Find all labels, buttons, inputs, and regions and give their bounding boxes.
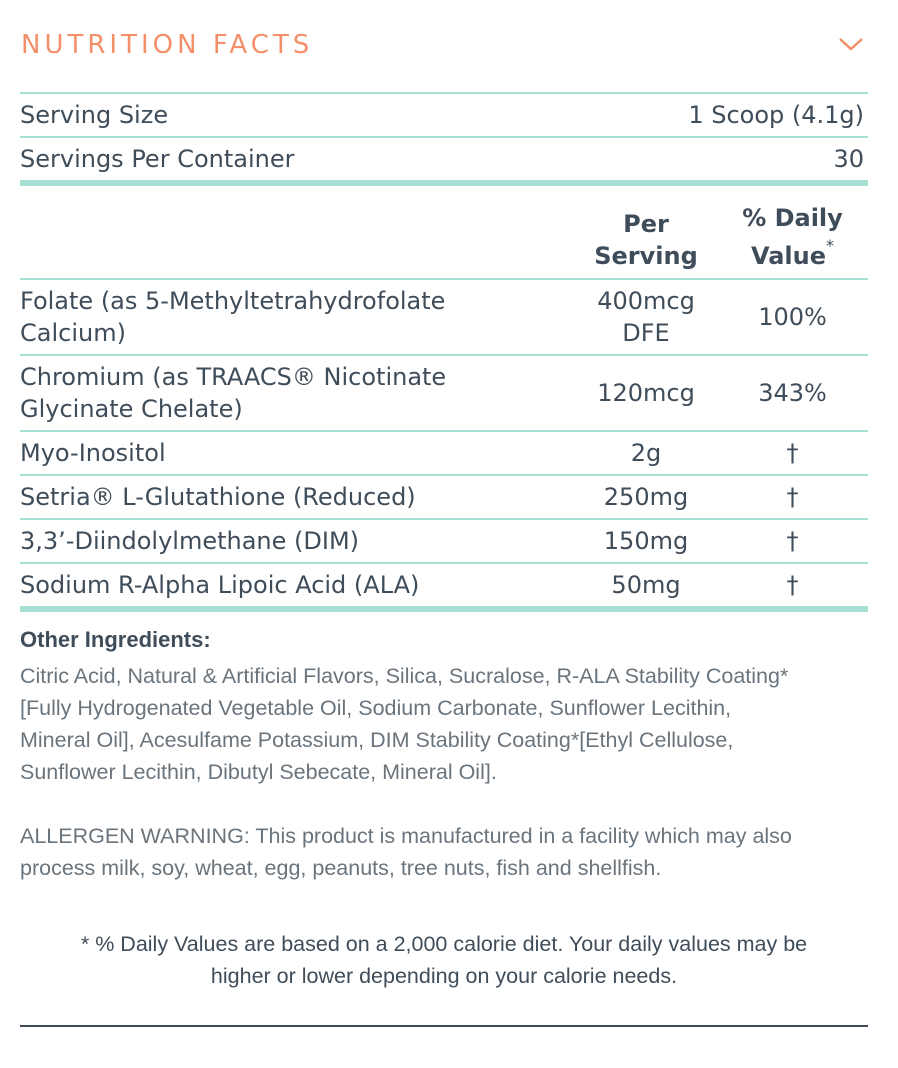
panel-header[interactable] [20,0,868,92]
daily-value: † [786,483,799,511]
other-ingredients-line: Mineral Oil], Acesulfame Potassium, DIM Stability Coating*[Ethyl Cellulose, [20,728,734,752]
amount-line: 400mcg [597,287,695,315]
divider-thick [20,606,868,612]
bottom-divider [20,1025,868,1027]
table-row [20,356,868,430]
allergen-line: ALLERGEN WARNING: This product is manufactured in a facility which may also [20,824,792,848]
daily-value: † [786,571,799,599]
ingredient-name-line: Myo-Inositol [20,439,166,467]
amount-line: 250mg [603,483,689,511]
ingredient-name [20,481,575,513]
serving-size-label: Serving Size [20,101,169,129]
ingredient-table [20,280,868,606]
amount-line: DFE [622,319,670,347]
amount-line: 150mg [603,527,689,555]
amount-per-serving [575,377,717,409]
table-row [20,564,868,606]
ingredient-name [20,569,575,601]
nutrition-facts-panel [20,0,868,992]
amount-per-serving [575,285,717,349]
daily-value: † [786,439,799,467]
ingredient-name-line: Glycinate Chelate) [20,395,243,423]
table-row [20,520,868,562]
asterisk-marker: * [826,236,835,255]
amount-line: 120mcg [597,379,695,407]
panel-title: NUTRITION FACTS [21,30,314,60]
other-ingredients-line: [Fully Hydrogenated Vegetable Oil, Sodium Carbonate, Sunflower Lecithin, [20,696,732,720]
ingredient-name-line: 3,3’-Diindolylmethane (DIM) [20,527,360,555]
ingredient-name-line: Calcium) [20,319,126,347]
amount-line: 2g [630,439,662,467]
ingredient-name [20,361,575,425]
ingredient-name-line: Folate (as 5-Methyltetrahydrofolate [20,287,446,315]
serving-size-row [20,94,868,136]
daily-value: 343% [758,379,827,407]
chevron-down-icon[interactable] [837,34,865,54]
column-header-per-serving [575,208,717,272]
daily-value: † [786,527,799,555]
ingredient-name [20,525,575,557]
column-header-daily-value-line: % Daily [742,204,843,232]
other-ingredients-heading: Other Ingredients: [20,627,211,652]
column-header-daily-value-line-2 [717,234,868,272]
other-ingredients-text [20,660,868,788]
allergen-line: process milk, soy, wheat, egg, peanuts, tree nuts, fish and shellfish. [20,856,662,880]
ingredient-name-line: Sodium R-Alpha Lipoic Acid (ALA) [20,571,420,599]
amount-per-serving [575,481,717,513]
table-row [20,476,868,518]
other-ingredients-line: Citric Acid, Natural & Artificial Flavors, Silica, Sucralose, R-ALA Stability Coating* [20,664,789,688]
column-header-daily-value [717,202,868,272]
other-ingredients-section [20,626,868,788]
daily-value: 100% [758,303,827,331]
table-row [20,432,868,474]
serving-size-value: 1 Scoop (4.1g) [688,101,864,129]
table-row [20,280,868,354]
footnote-line: * % Daily Values are based on a 2,000 calorie diet. Your daily values may be [80,932,808,956]
other-ingredients-line: Sunflower Lecithin, Dibutyl Sebecate, Mineral Oil]. [20,760,497,784]
amount-line: 50mg [611,571,681,599]
allergen-warning [20,820,868,884]
ingredient-name-line: Setria® L-Glutathione (Reduced) [20,483,416,511]
table-header [20,186,868,278]
footnote-line: higher or lower depending on your calorie needs. [210,964,678,988]
daily-value-footnote [20,928,868,992]
servings-per-container-value: 30 [833,145,864,173]
amount-per-serving [575,437,717,469]
amount-per-serving [575,525,717,557]
column-header-per-serving-line: Serving [594,242,698,270]
ingredient-name [20,285,575,349]
ingredient-name-line: Chromium (as TRAACS® Nicotinate [20,363,447,391]
column-header-per-serving-line: Per [623,210,669,238]
ingredient-name [20,437,575,469]
servings-per-container-row [20,138,868,180]
servings-per-container-label: Servings Per Container [20,145,295,173]
amount-per-serving [575,569,717,601]
column-header-daily-value-text: Value [750,242,827,270]
